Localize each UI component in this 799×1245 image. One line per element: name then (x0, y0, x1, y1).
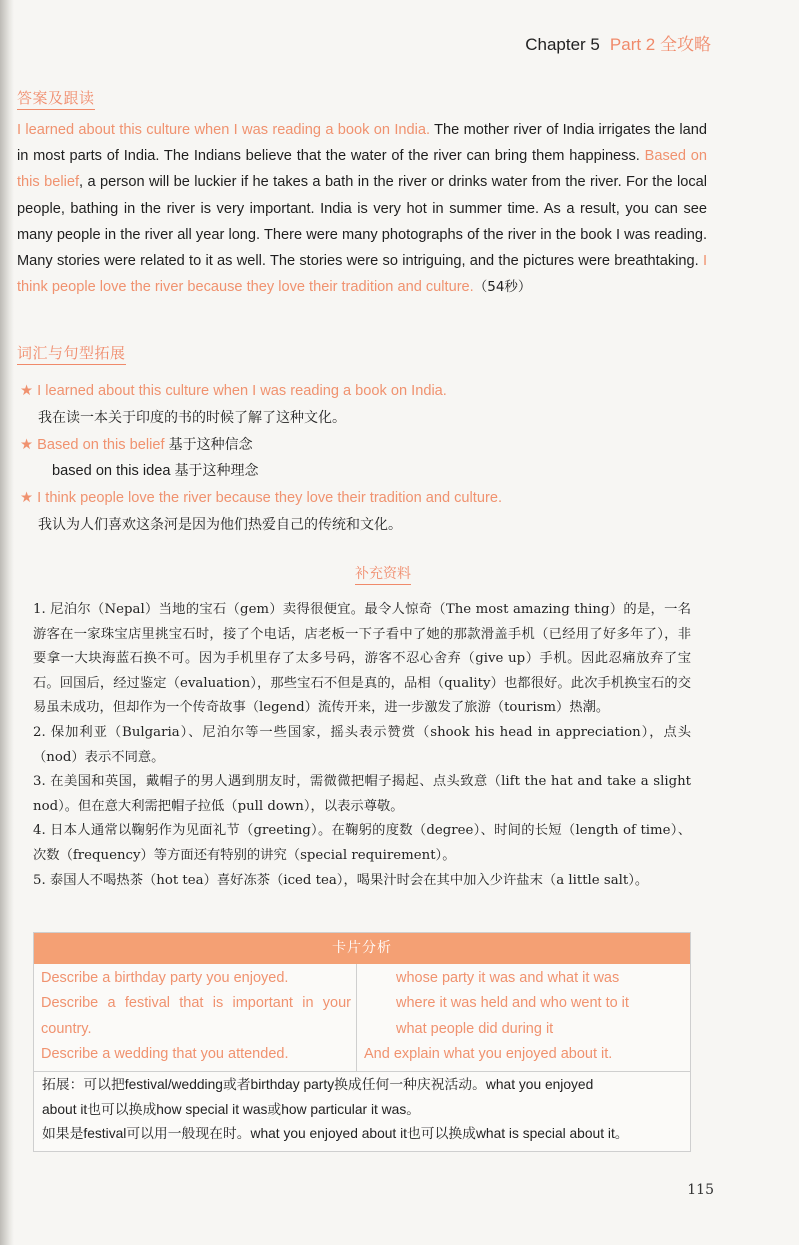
star-icon: ★ (20, 383, 34, 399)
card-grid (34, 964, 690, 1072)
card-extension (42, 1073, 687, 1147)
star-icon: ★ (20, 490, 34, 507)
extension-line: 拓展：可以把festival/wedding或者birthday party换成任何一种庆祝活动。what you enjoyed (42, 1077, 594, 1092)
vocab-english: Based on this belief (37, 436, 165, 453)
card-topics (41, 966, 351, 1067)
running-header (525, 30, 711, 55)
supplement-paragraph: 2. 保加利亚（Bulgaria）、尼泊尔等一些国家，摇头表示赞赏（shook his head in appreciation），点头（nod）表示不同意。 (33, 724, 691, 765)
extension-line: about it也可以换成how special it was或how particular it was。 (42, 1101, 421, 1117)
vocab-translation-1 (20, 405, 720, 432)
card-title: 卡片分析 (34, 933, 690, 964)
vocab-chinese: 基于这种信念 (168, 436, 253, 453)
body-text-1: The mother river of India irrigates the land in most parts of India. The Indians believe that the water of the river can bring them happiness. (17, 122, 708, 165)
supplement-title: 补充资料 (355, 563, 411, 585)
vocab-sub-english: based on this idea (52, 463, 171, 480)
page-number: 115 (687, 1182, 714, 1198)
vocab-sub-item (20, 458, 720, 485)
supplement-paragraph: 4. 日本人通常以鞠躬作为见面礼节（greeting）。在鞠躬的度数（degree）、时间的长短（length of time）、次数（frequency）等方面还有特别的讲究（special requirement）。 (33, 823, 691, 863)
card-topic: Describe a festival that is important in your (41, 995, 351, 1012)
highlight-phrase: Based on this belief (17, 148, 707, 191)
vocab-item-1 (20, 378, 720, 405)
card-prompt: whose party it was and what it was (396, 970, 620, 986)
highlight-sentence-1: I learned about this culture when I was reading a book on India. (17, 122, 431, 138)
vocab-item-2 (20, 432, 720, 459)
body-text-2: , a person will be luckier if he takes a bath in the river or drinks water from the river. For the local people, bathing in the river is very important. India is very hot in summer time. As a result, you can see many people in the river all year long. There were many photographs of the river in the book I was reading. Many stories were related to it as well. The stories were so intriguing, and the pictures were breathtaking. (17, 174, 708, 270)
card-prompt: where it was held and who went to it (396, 995, 629, 1012)
card-topic: Describe a birthday party you enjoyed. (41, 970, 289, 986)
vocab-item-3 (20, 485, 720, 512)
vocab-sub-chinese: 基于这种理念 (174, 463, 259, 480)
supplement-text (33, 598, 691, 893)
book-spine-shadow (0, 0, 14, 1245)
card-topic: Describe a wedding that you attended. (41, 1045, 289, 1062)
card-divider (356, 964, 357, 1071)
vocab-chinese: 我认为人们喜欢这条河是因为他们热爱自己的传统和文化。 (38, 516, 402, 533)
vocab-chinese: 我在读一本关于印度的书的时候了解了这种文化。 (38, 409, 346, 426)
vocab-section-title: 词汇与句型拓展 (17, 342, 126, 365)
supplement-paragraph: 3. 在美国和英国，戴帽子的男人遇到朋友时，需微微把帽子揭起、点头致意（lift the hat and take a slight nod）。但在意大利需把帽子拉低（pull down），以表示尊敬。 (33, 774, 691, 814)
answer-paragraph (17, 117, 707, 300)
part-label: Part 2 全攻略 (609, 35, 711, 54)
vocab-translation-3 (20, 512, 720, 539)
extension-line: 如果是festival可以用一般现在时。what you enjoyed about it也可以换成what is special about it。 (42, 1126, 629, 1141)
chapter-label: Chapter 5 (525, 35, 600, 54)
vocab-list (20, 378, 720, 539)
card-prompts (364, 966, 684, 1067)
supplement-paragraph: 1. 尼泊尔（Nepal）当地的宝石（gem）卖得很便宜。最令人惊奇（The most amazing thing）的是，一名游客在一家珠宝店里挑宝石时，接了个电话，店老板一下子看中了她的那款滑盖手机（已经用了好多年了），非要拿一大块海蓝石换不可。因为手机里存了太多号码，游客不忍心舍弃（give up）手机。因此忍痛放弃了宝石。回国后，经过鉴定（evaluation），那些宝石不但是真的，品相（quality）也都很好。此次手机换宝石的交易虽未成功，但却作为一个传奇故事（legend）流传开来，进一步激发了旅游（tourism）热潮。 (33, 602, 691, 716)
highlight-sentence-2: I think people love the river because they love their tradition and culture. (17, 253, 707, 296)
card-topic: country. (41, 1020, 92, 1037)
vocab-english: I think people love the river because they love their tradition and culture. (37, 490, 502, 507)
star-icon: ★ (20, 436, 34, 453)
card-prompt: And explain what you enjoyed about it. (364, 1045, 613, 1062)
reading-duration: （54秒） (473, 279, 532, 296)
answer-section-title: 答案及跟读 (17, 87, 95, 110)
supplement-paragraph: 5. 泰国人不喝热茶（hot tea）喜好冻茶（iced tea），喝果汁时会在其中加入少许盐末（a little salt）。 (33, 872, 649, 888)
card-prompt: what people did during it (396, 1020, 554, 1037)
vocab-english: I learned about this culture when I was reading a book on India. (37, 383, 447, 399)
card-analysis-box (33, 932, 691, 1152)
